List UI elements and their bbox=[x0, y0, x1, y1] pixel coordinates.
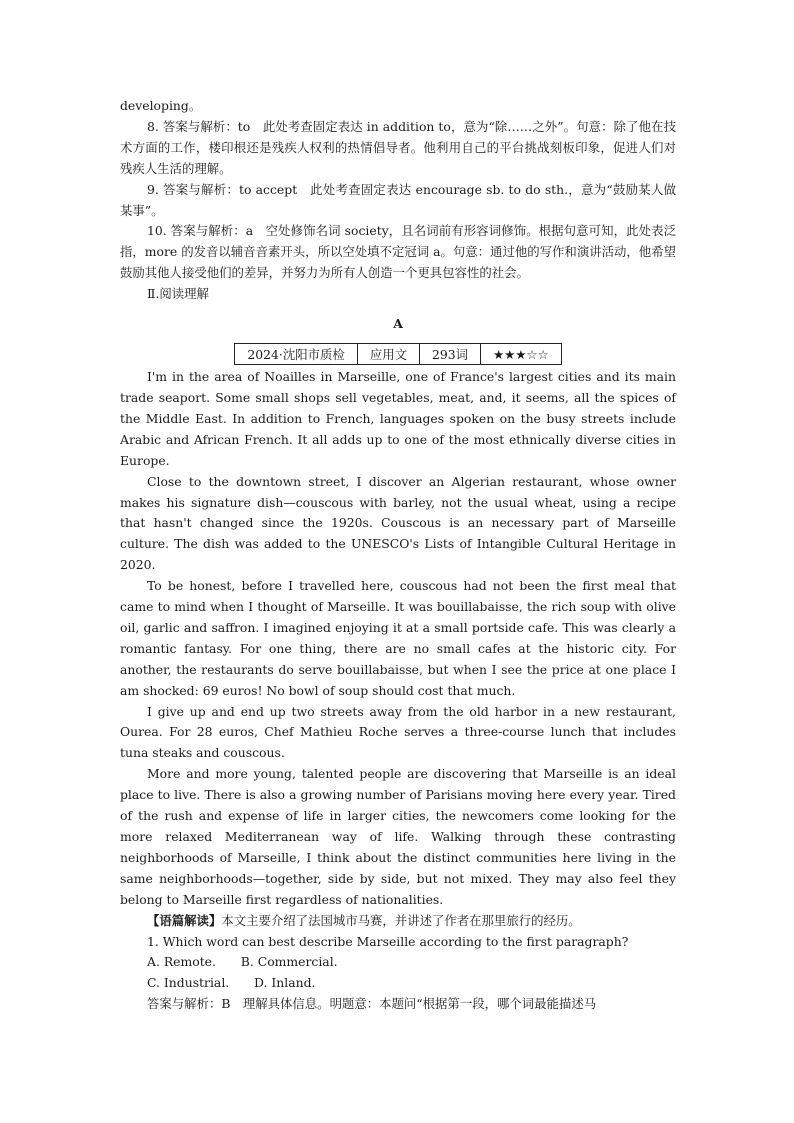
question-1-stem: 1. Which word can best describe Marseille according to the first paragraph? bbox=[147, 933, 629, 949]
passage-paragraph: I'm in the area of Noailles in Marseille, one of France's largest cities and its main trade seaport. Some small shops sell vegetables, meat, and, it seems, all the spices of the Middle East. In addition to French, languages spoken on the busy streets include Arabic and African French. It all adds up to one of the most ethnically diverse cities in Europe. bbox=[120, 369, 676, 468]
passage-paragraph: More and more young, talented people are discovering that Marseille is an ideal place to live. There is also a growing number of Parisians moving here every year. Tired of the rush and expense of life in larger cities, the newcomers come looking for the more relaxed Mediterranean way of life. Walking through these contrasting neighborhoods of Marseille, I think about the distinct communities here living in the same neighborhoods—together, side by side, but not mixed. They may also feel they belong to Marseille first regardless of nationalities. bbox=[120, 766, 676, 907]
answer-1: 答案与解析：B 理解具体信息。明题意：本题问“根据第一段，哪个词最能描述马 bbox=[147, 996, 597, 1012]
passage-label: A bbox=[393, 316, 403, 332]
text-analysis bbox=[120, 911, 676, 932]
text-line-continuation: developing。 bbox=[120, 98, 202, 113]
passage-paragraph: To be honest, before I travelled here, couscous had not been the first meal that came to mind when I thought of Marseille. It was bouillabaisse, the rich soup with olive oil, garlic and saffron. I imagined enjoying it at a small portside cafe. This was clearly a romantic fantasy. For one thing, there are no small cafes at the historic city. For another, the restaurants do serve bouillabaisse, but when I see the price at one place I am shocked: 69 euros! No bowl of soup should cost that much. bbox=[120, 578, 676, 698]
passage-meta-table bbox=[234, 343, 561, 365]
analysis-label: 【语篇解读】 bbox=[147, 912, 222, 928]
meta-word-count: 293词 bbox=[420, 344, 481, 365]
passage-paragraph: I give up and end up two streets away from the old harbor in a new restaurant, Ourea. For 28 euros, Chef Mathieu Roche serves a three-course lunch that includes tuna steaks and couscous. bbox=[120, 703, 676, 761]
meta-table-wrapper bbox=[120, 343, 676, 365]
question-1-options-ab: A. Remote. B. Commercial. bbox=[147, 954, 338, 970]
meta-source: 2024·沈阳市质检 bbox=[235, 344, 357, 365]
answer-8: 8. 答案与解析：to 此处考查固定表达 in addition to，意为“除……之外”。句意：除了他在技术方面的工作，楼印根还是残疾人权利的热情倡导者。他利用自己的平台挑战刻板印象，促进人们对残疾人生活的理解。 bbox=[120, 118, 676, 176]
passage-paragraph: Close to the downtown street, I discover an Algerian restaurant, whose owner makes his signature dish—couscous with barley, not the usual wheat, using a recipe that hasn't changed since the 1920s. Couscous is an necessary part of Marseille culture. The dish was added to the UNESCO's Lists of Intangible Cultural Heritage in 2020. bbox=[120, 473, 676, 573]
answer-10: 10. 答案与解析：a 空处修饰名词 society，且名词前有形容词修饰。根据句意可知，此处表泛指，more 的发音以辅音音素开头，所以空处填不定冠词 a。句意：通过他的写作和演讲活动，他希望鼓励其他人接受他们的差异，并努力为所有人创造一个更具包容性的社会。 bbox=[120, 223, 676, 281]
analysis-text: 本文主要介绍了法国城市马赛，并讲述了作者在那里旅行的经历。 bbox=[221, 912, 581, 928]
question-1-options-cd: C. Industrial. D. Inland. bbox=[147, 975, 316, 991]
page-content bbox=[120, 96, 676, 1015]
section-heading: Ⅱ.阅读理解 bbox=[147, 286, 209, 302]
meta-genre: 应用文 bbox=[357, 344, 419, 365]
answer-9: 9. 答案与解析：to accept 此处考查固定表达 encourage sb. to do sth.，意为“鼓励某人做某事”。 bbox=[120, 181, 676, 218]
meta-difficulty-stars: ★★★☆☆ bbox=[481, 344, 562, 365]
